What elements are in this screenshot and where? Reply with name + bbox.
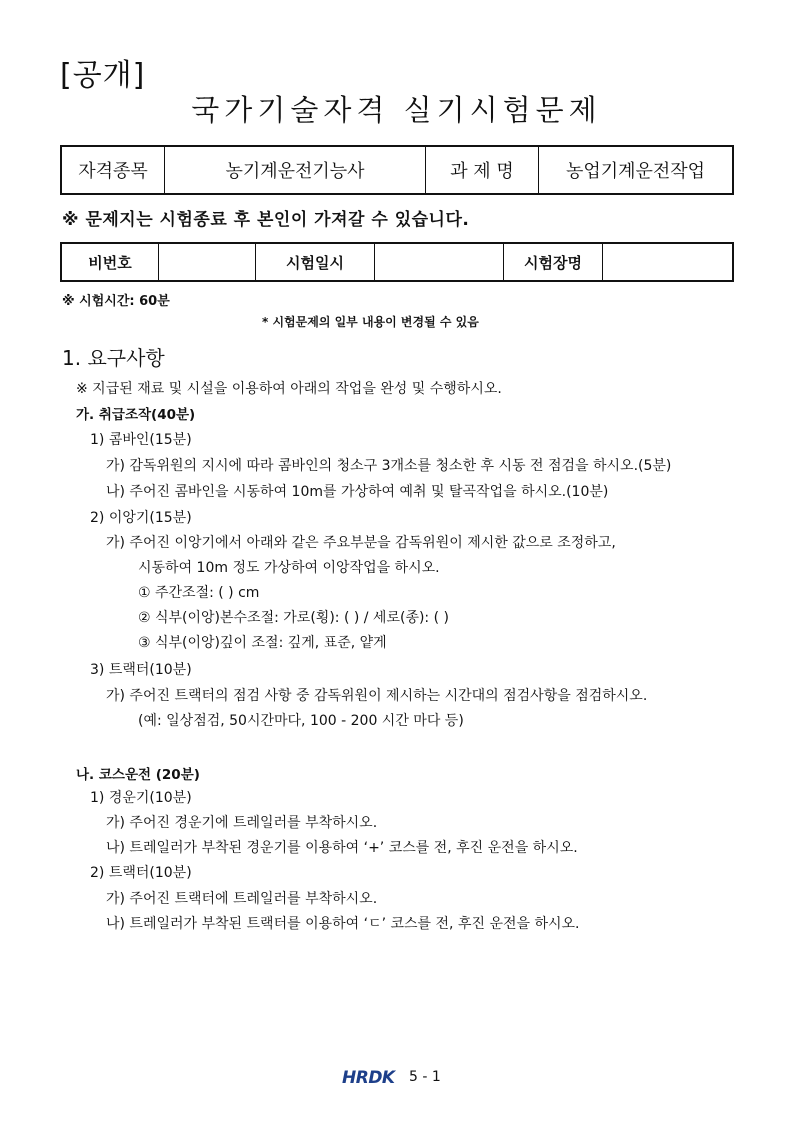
tractor-course-step-b: 나) 트레일러가 부착된 트랙터를 이용하여 ‘ㄷ’ 코스를 전, 후진 운전을 하시오.	[106, 916, 580, 932]
exam-time: ※ 시험시간: 60분	[62, 294, 170, 309]
qualification-value: 농기계운전기능사	[165, 146, 426, 194]
combine-step-a: 가) 감독위원의 지시에 따라 콤바인의 청소구 3개소를 청소한 후 시동 전 점검을 하시오.(5분)	[106, 458, 672, 474]
task-name-label: 과 제 명	[426, 146, 539, 194]
seat-number-value	[159, 243, 256, 281]
qualification-label: 자격종목	[61, 146, 165, 194]
part-a-title: 가. 취급조작(40분)	[76, 407, 196, 423]
exam-date-label: 시험일시	[256, 243, 375, 281]
seat-number-label: 비번호	[61, 243, 159, 281]
tractor-step-a-example: (예: 일상점검, 50시간마다, 100 - 200 시간 마다 등)	[138, 713, 464, 729]
tractor-title: 3) 트랙터(10분)	[90, 662, 192, 678]
document-tag: [공개]	[60, 58, 146, 93]
power-tiller-step-a: 가) 주어진 경운기에 트레일러를 부착하시오.	[106, 815, 378, 831]
task-name-value: 농업기계운전작업	[539, 146, 734, 194]
exam-site-label: 시험장명	[504, 243, 603, 281]
tractor-course-step-a: 가) 주어진 트랙터에 트레일러를 부착하시오.	[106, 891, 378, 907]
qualification-info-table	[60, 145, 734, 195]
power-tiller-title: 1) 경운기(10분)	[90, 790, 192, 806]
tractor-step-a: 가) 주어진 트랙터의 점검 사항 중 감독위원이 제시하는 시간대의 점검사항을 점검하시오.	[106, 688, 648, 704]
tractor-course-title: 2) 트랙터(10분)	[90, 865, 192, 881]
exam-date-value	[375, 243, 504, 281]
section-title-requirements: 1. 요구사항	[62, 346, 165, 370]
change-note: * 시험문제의 일부 내용이 변경될 수 있음	[262, 315, 479, 329]
requirements-intro: ※ 지급된 재료 및 시설을 이용하여 아래의 작업을 완성 및 수행하시오.	[76, 381, 502, 397]
seedling-count-adjust: ② 식부(이앙)본수조절: 가로(횡): ( ) / 세로(종): ( )	[138, 610, 449, 626]
power-tiller-step-b: 나) 트레일러가 부착된 경운기를 이용하여 ‘+’ 코스를 전, 후진 운전을 하시오.	[106, 840, 578, 856]
part-b-title: 나. 코스운전 (20분)	[76, 767, 200, 783]
hrdk-logo: HRDK	[342, 1068, 395, 1088]
page-title: 국가기술자격 실기시험문제	[191, 93, 602, 127]
rice-transplanter-step-a: 가) 주어진 이앙기에서 아래와 같은 주요부분을 감독위원이 제시한 값으로 조정하고,	[106, 535, 616, 551]
exam-site-value	[603, 243, 734, 281]
rice-transplanter-title: 2) 이앙기(15분)	[90, 510, 192, 526]
plant-spacing-adjust: ① 주간조절: ( ) cm	[138, 585, 260, 601]
planting-depth-adjust: ③ 식부(이앙)깊이 조절: 깊게, 표준, 얕게	[138, 635, 387, 651]
combine-step-b: 나) 주어진 콤바인을 시동하여 10m를 가상하여 예취 및 탈곡작업을 하시오.(10분)	[106, 484, 609, 500]
notice-text: ※ 문제지는 시험종료 후 본인이 가져갈 수 있습니다.	[62, 210, 470, 230]
exam-info-table	[60, 242, 734, 282]
rice-transplanter-step-a-cont: 시동하여 10m 정도 가상하여 이앙작업을 하시오.	[138, 560, 440, 576]
page-number: 5 - 1	[409, 1069, 441, 1085]
combine-title: 1) 콤바인(15분)	[90, 432, 192, 448]
